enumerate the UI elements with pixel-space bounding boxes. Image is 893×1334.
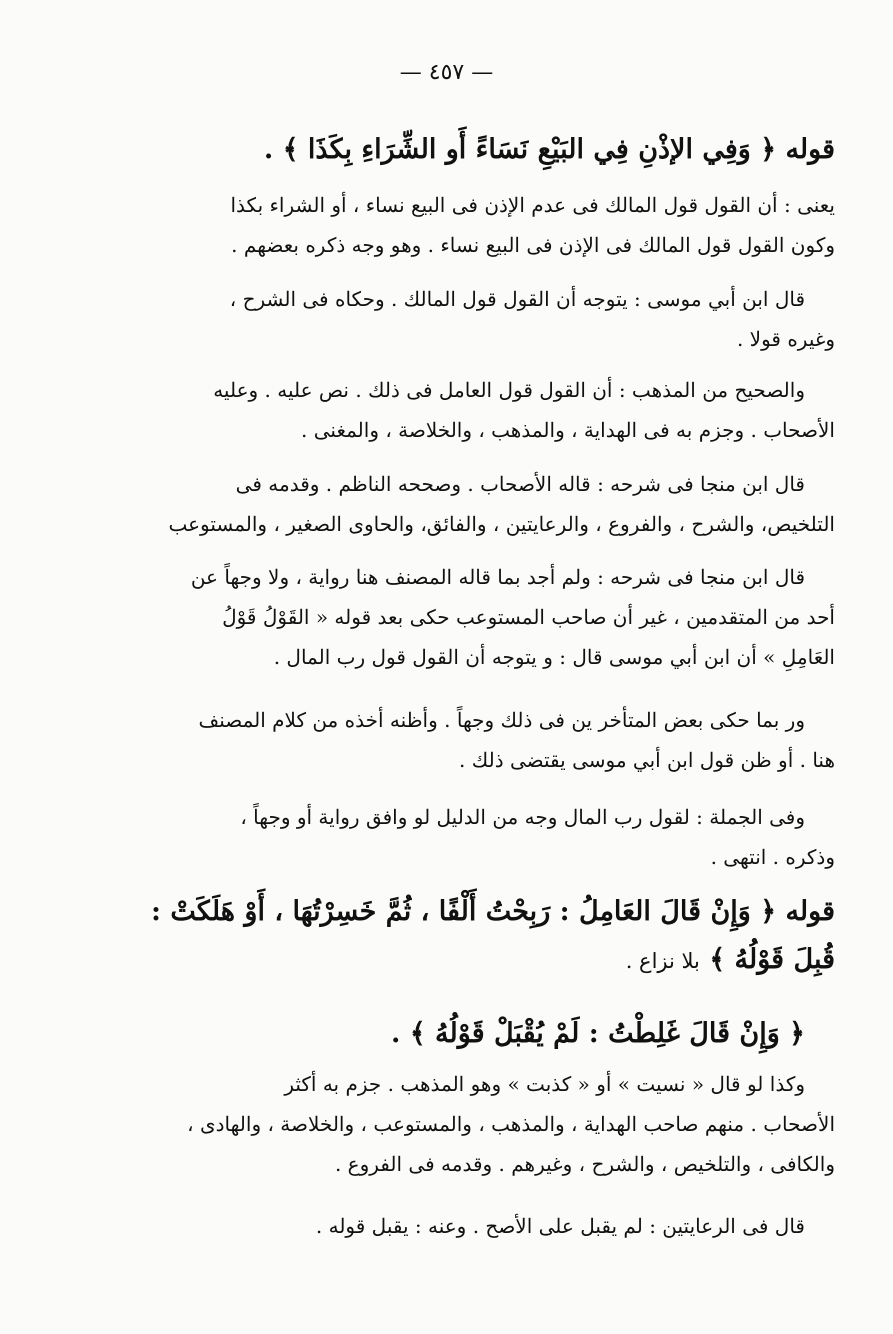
paragraph-6 (143, 700, 835, 780)
heading-3-verse: ﴿ وَإِنْ قَالَ غَلِطْتُ : لَمْ يُقْبَلْ قَوْلُهُ ﴾ . (391, 1018, 805, 1049)
paragraph-6-line-2: هنا . أو ظن قول ابن أبي موسى يقتضى ذلك . (459, 748, 835, 772)
paragraph-3-line-1: والصحيح من المذهب : أن القول قول العامل فى ذلك . نص عليه . وعليه (213, 378, 805, 402)
paragraph-4-line-2: التلخيص، والشرح ، والفروع ، والرعايتين ، والفائق، والحاوى الصغير ، والمستوعب (168, 512, 835, 536)
paragraph-4-line-1: قال ابن منجا فى شرحه : قاله الأصحاب . وصححه الناظم . وقدمه فى (235, 472, 805, 496)
paragraph-8 (143, 1064, 835, 1184)
paragraph-1-line-2: وكون القول قول المالك فى الإذن فى البيع نساء . وهو وجه ذكره بعضهم . (231, 233, 835, 257)
paragraph-5-line-2: أحد من المتقدمين ، غير أن صاحب المستوعب حكى بعد قوله « القَوْلُ قَوْلُ (222, 605, 835, 629)
heading-2-tail: بلا نزاع . (625, 949, 700, 973)
paragraph-1 (143, 185, 835, 265)
heading-1-keyword: قوله (785, 134, 835, 165)
heading-2-verse-line-1: ﴿ وَإِنْ قَالَ العَامِلُ : رَبِحْتُ أَلْفًا ، ثُمَّ خَسِرْتُهَا ، أَوْ هَلَكَتْ : (151, 896, 777, 927)
paragraph-1-line-1: يعنى : أن القول قول المالك فى عدم الإذن فى البيع نساء ، أو الشراء بكذا (230, 193, 835, 217)
paragraph-3 (143, 370, 835, 450)
paragraph-5 (143, 557, 835, 677)
paragraph-8-line-3: والكافى ، والتلخيص ، والشرح ، وغيرهم . وقدمه فى الفروع . (334, 1152, 835, 1176)
paragraph-8-line-1: وكذا لو قال « نسيت » أو « كذبت » وهو المذهب . جزم به أكثر (284, 1072, 805, 1096)
heading-2-verse-line-2: قُبِلَ قَوْلُهُ ﴾ (709, 944, 835, 975)
heading-1-verse: ﴿ وَفِي الإذْنِ فِي البَيْعِ نَسَاءً أَو الشِّرَاءِ بِكَذَا ﴾ . (263, 134, 777, 165)
page-number: — ٤٥٧ — (399, 60, 494, 85)
heading-1 (143, 126, 835, 174)
paragraph-9-line-1: قال فى الرعايتين : لم يقبل على الأصح . وعنه : يقبل قوله . (315, 1214, 805, 1238)
heading-2-keyword: قوله (785, 896, 835, 927)
paragraph-7-line-1: وفى الجملة : لقول رب المال وجه من الدليل لو وافق رواية أو وجهاً ، (240, 805, 805, 829)
paragraph-5-line-3: العَامِلِ » أن ابن أبي موسى قال : و يتوجه أن القول قول رب المال . (273, 645, 835, 669)
paragraph-7 (143, 797, 835, 877)
paragraph-2-line-2: وغيره قولا . (736, 327, 835, 351)
paragraph-6-line-1: ور بما حكى بعض المتأخر ين فى ذلك وجهاً . وأظنه أخذه من كلام المصنف (198, 708, 805, 732)
paragraph-2-line-1: قال ابن أبي موسى : يتوجه أن القول قول المالك . وحكاه فى الشرح ، (229, 287, 805, 311)
paragraph-5-line-1: قال ابن منجا فى شرحه : ولم أجد بما قاله المصنف هنا رواية ، ولا وجهاً عن (190, 565, 805, 589)
paragraph-7-line-2: وذكره . انتهى . (710, 845, 835, 869)
paragraph-3-line-2: الأصحاب . وجزم به فى الهداية ، والمذهب ، والخلاصة ، والمغنى . (301, 418, 835, 442)
paragraph-4 (143, 464, 835, 544)
paragraph-2 (143, 279, 835, 359)
heading-2 (143, 888, 835, 985)
heading-3 (143, 1010, 835, 1058)
paragraph-8-line-2: الأصحاب . منهم صاحب الهداية ، والمذهب ، والمستوعب ، والخلاصة ، والهادى ، (187, 1112, 835, 1136)
paragraph-9 (143, 1206, 835, 1246)
